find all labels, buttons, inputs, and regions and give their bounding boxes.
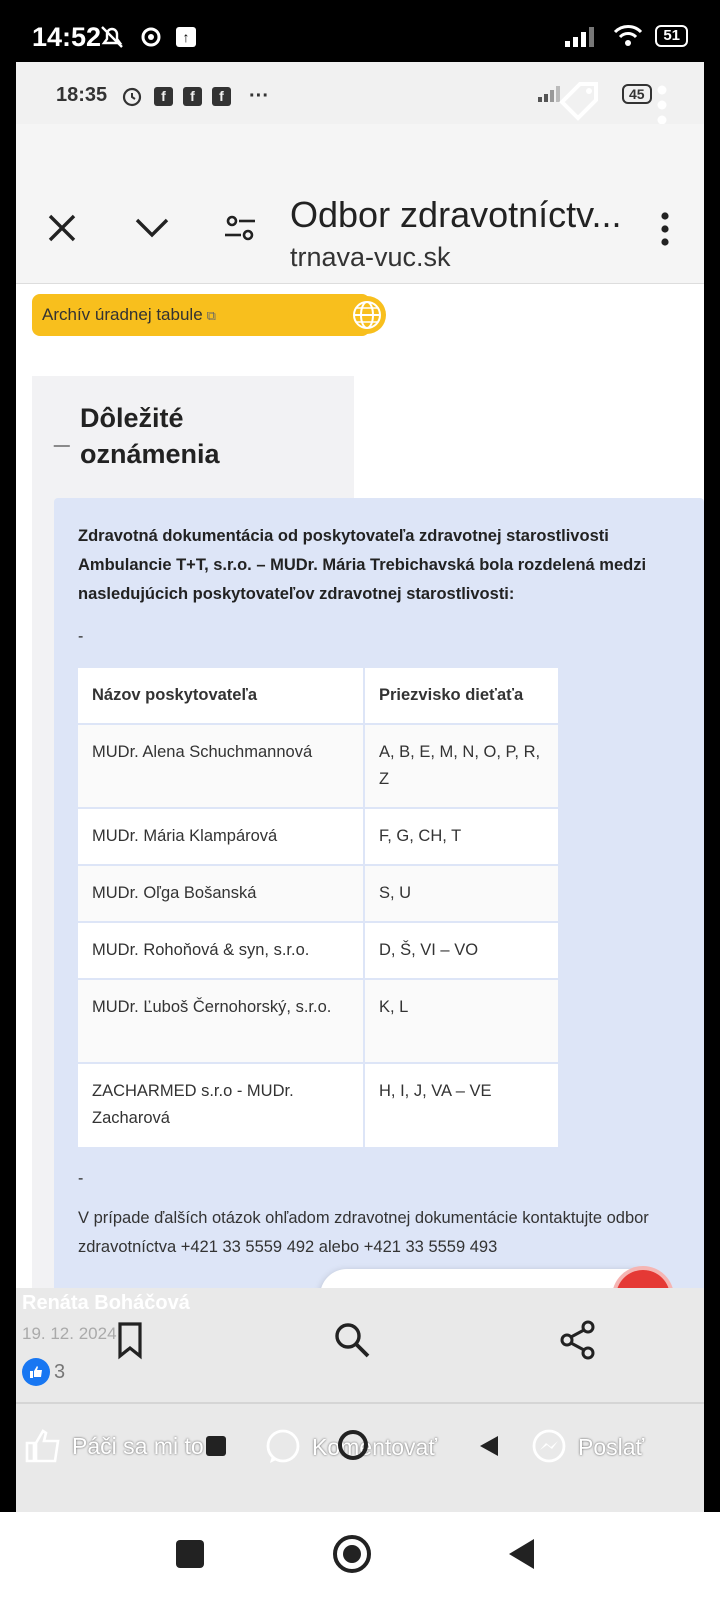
search-icon[interactable] <box>330 1318 374 1362</box>
external-link-icon: ⧉ <box>206 308 216 323</box>
send-button[interactable] <box>530 1428 644 1466</box>
back-button[interactable] <box>506 1536 536 1572</box>
web-content <box>16 284 704 1360</box>
messenger-icon <box>530 1428 568 1466</box>
comment-label: Komentovať <box>312 1433 437 1460</box>
thumbs-up-icon <box>24 1428 62 1464</box>
provider-table <box>78 668 558 1147</box>
like-count: 3 <box>54 1360 66 1383</box>
separator: - <box>78 1170 84 1187</box>
table-row <box>78 979 558 1063</box>
outer-status-bar <box>0 0 720 62</box>
facebook-notification-icon: f <box>154 87 173 106</box>
provider-name: MUDr. Ľuboš Černohorský, s.r.o. <box>78 979 364 1063</box>
bottom-toolbar <box>16 1288 704 1512</box>
section-heading <box>80 400 220 472</box>
globe-icon[interactable] <box>346 294 388 336</box>
bookmark-icon[interactable] <box>108 1318 152 1362</box>
surname-range: K, L <box>364 979 558 1063</box>
post-date: 19. 12. 2024 <box>22 1324 117 1343</box>
inner-status-time: 18:35 <box>56 84 108 106</box>
surname-range: A, B, E, M, N, O, P, R, Z <box>364 724 558 808</box>
vpn-icon <box>140 26 162 48</box>
provider-name: MUDr. Rohoňová & syn, s.r.o. <box>78 922 364 979</box>
signal-icon <box>565 25 601 47</box>
section-heading-line: oznámenia <box>80 439 220 469</box>
table-row <box>78 922 558 979</box>
screenshot-frame <box>16 62 704 1512</box>
surname-range: H, I, J, VA – VE <box>364 1063 558 1147</box>
like-button[interactable] <box>24 1428 204 1464</box>
surname-range: F, G, CH, T <box>364 808 558 865</box>
page-title: Odbor zdravotníctv... <box>290 194 622 235</box>
nav-back-overlay-icon <box>478 1434 500 1458</box>
tune-icon <box>223 213 257 243</box>
table-row <box>78 808 558 865</box>
mute-bell-icon <box>98 24 126 50</box>
table-row <box>78 1063 558 1147</box>
wifi-icon <box>613 24 643 48</box>
send-label: Poslať <box>578 1433 645 1460</box>
contact-text: V prípade ďalších otázok ohľadom zdravotnej dokumentácie kontaktujte odbor zdravotníctva +421 33 5559 492 alebo +421 33 5559 493 <box>78 1209 649 1256</box>
provider-name: MUDr. Mária Klampárová <box>78 808 364 865</box>
more-notifications: ··· <box>249 84 269 107</box>
collapse-toggle[interactable]: _ <box>54 418 70 449</box>
close-button[interactable] <box>42 208 82 248</box>
upload-icon: ↑ <box>176 27 196 47</box>
tag-icon[interactable] <box>556 78 602 124</box>
battery-indicator: 51 <box>655 25 688 47</box>
archive-link-label: Archív úradnej tabule <box>42 305 203 324</box>
nav-square-overlay-icon <box>206 1436 226 1456</box>
facebook-notification-icon: f <box>183 87 202 106</box>
table-header-row <box>78 668 558 724</box>
minimize-button[interactable] <box>132 208 172 248</box>
table-row <box>78 724 558 808</box>
separator: - <box>78 628 84 645</box>
chevron-down-icon <box>134 216 170 240</box>
nav-home-overlay-icon <box>338 1430 368 1460</box>
alarm-icon <box>120 84 144 108</box>
notice-lead-text: Zdravotná dokumentácia od poskytovateľa zdravotnej starostlivosti Ambulancie T+T, s.r.o. – MUDr. Mária Trebichavská bola rozdelená medzi nasledujúcich poskytovateľov zdravotnej starostlivosti: <box>78 527 647 603</box>
provider-name: ZACHARMED s.r.o - MUDr. Zacharová <box>78 1063 364 1147</box>
page-url: trnava-vuc.sk <box>290 242 451 272</box>
divider <box>16 1402 704 1404</box>
section-heading-line: Dôležité <box>80 403 184 433</box>
surname-range: S, U <box>364 865 558 922</box>
reaction-summary[interactable] <box>22 1358 65 1386</box>
share-icon[interactable] <box>556 1318 600 1362</box>
home-button[interactable] <box>330 1532 374 1576</box>
status-time: 14:52 <box>32 22 102 52</box>
table-row <box>78 865 558 922</box>
column-header: Priezvisko dieťaťa <box>364 668 558 724</box>
system-nav-bar <box>0 1512 720 1600</box>
provider-name: MUDr. Oľga Bošanská <box>78 865 364 922</box>
overflow-menu-icon[interactable] <box>656 84 668 128</box>
like-label: Páči sa mi to <box>72 1432 204 1459</box>
comment-icon <box>264 1428 302 1466</box>
inner-status-bar <box>16 62 704 124</box>
post-author[interactable]: Renáta Boháčová <box>22 1292 190 1314</box>
recent-apps-button[interactable] <box>176 1540 204 1568</box>
browser-menu-icon[interactable] <box>660 212 670 246</box>
inner-battery-indicator: 45 <box>622 84 652 104</box>
close-icon <box>47 213 77 243</box>
site-settings-button[interactable] <box>220 208 260 248</box>
surname-range: D, Š, VI – VO <box>364 922 558 979</box>
custom-tab-toolbar <box>16 124 704 284</box>
facebook-notification-icon: f <box>212 87 231 106</box>
notice-box <box>54 498 704 1314</box>
provider-name: MUDr. Alena Schuchmannová <box>78 724 364 808</box>
column-header: Názov poskytovateľa <box>78 668 364 724</box>
archive-link-button[interactable] <box>32 294 370 336</box>
like-reaction-icon <box>22 1358 50 1386</box>
